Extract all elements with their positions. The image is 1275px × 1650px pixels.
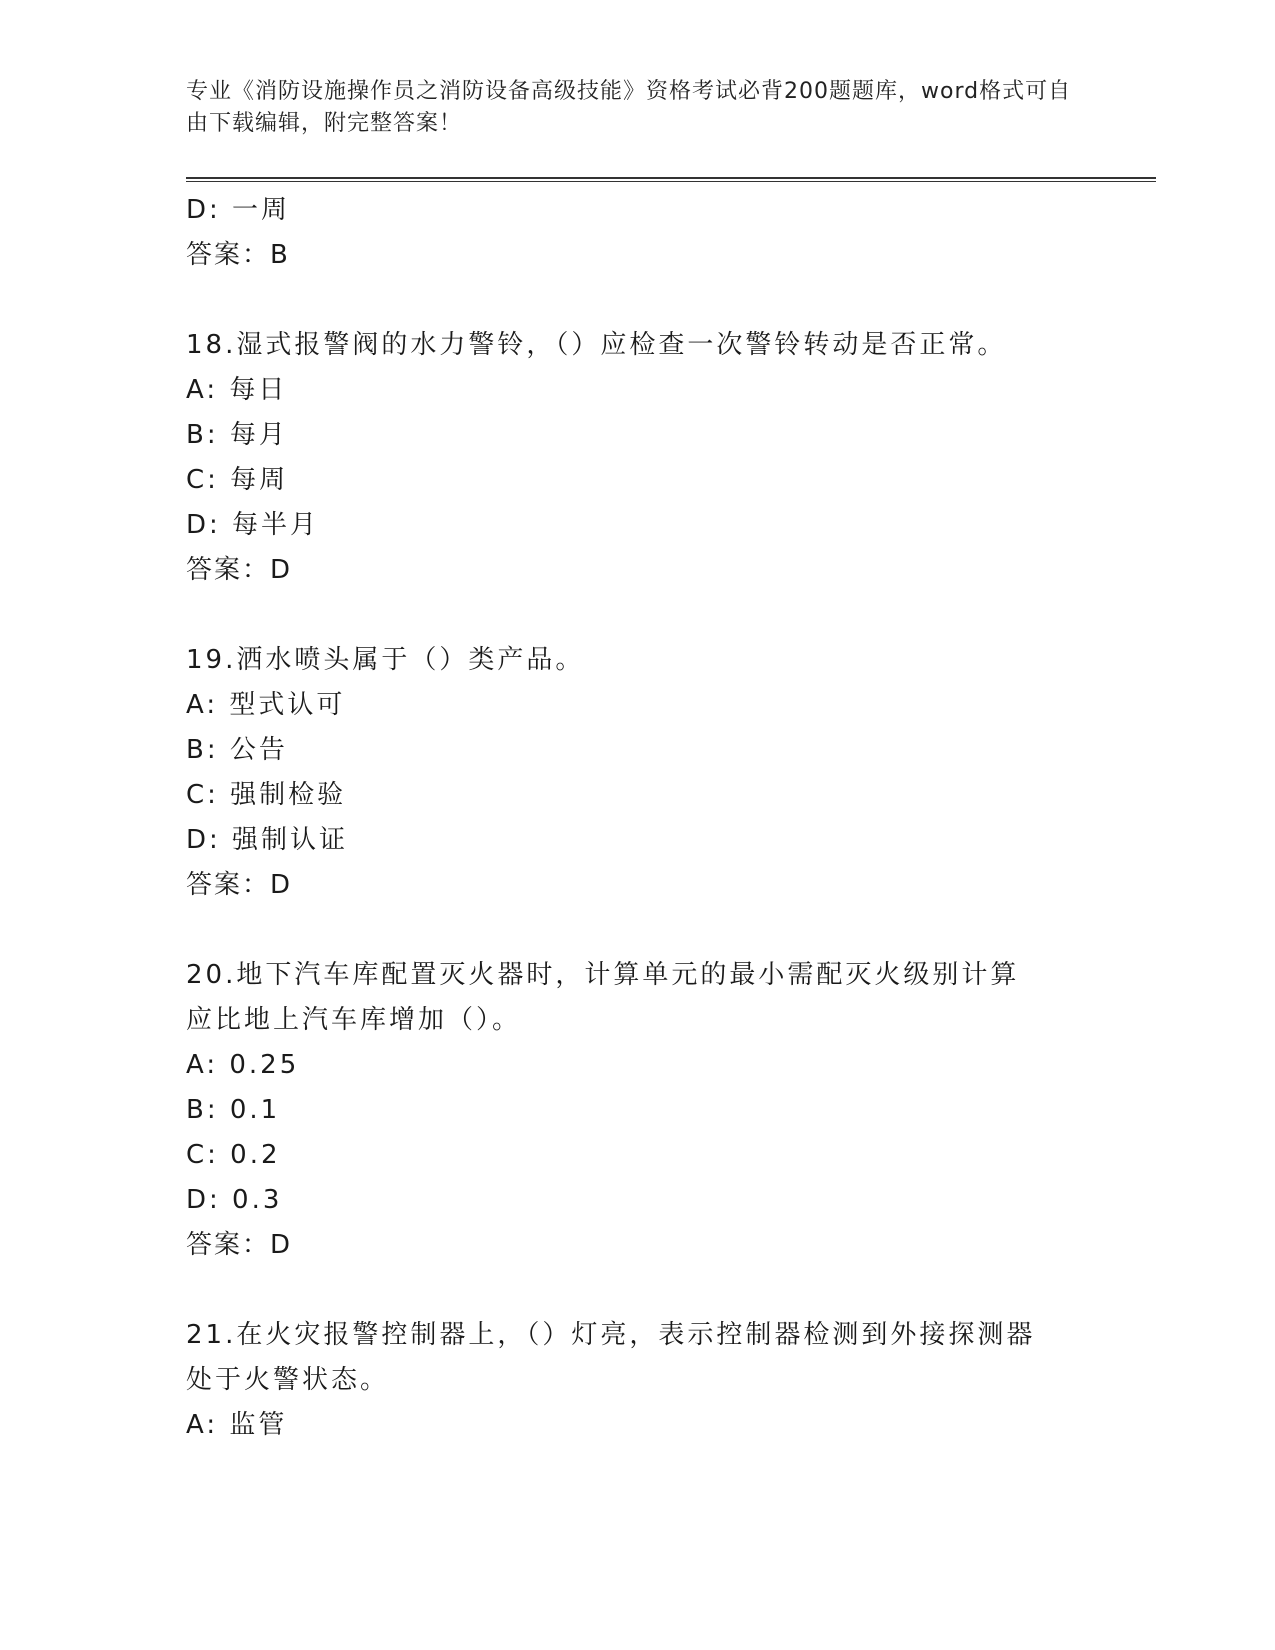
option-a: A: 每日: [186, 375, 288, 405]
option-d: D: 0.3: [186, 1185, 283, 1215]
question-20: [186, 953, 1086, 1268]
option-d: D: 每半月: [186, 510, 320, 540]
question-18: [186, 323, 1086, 593]
option-d: D: 强制认证: [186, 825, 349, 855]
answer-line: 答案：D: [186, 1230, 293, 1260]
option-d: D: 一周: [186, 195, 291, 225]
question-stem: 20.地下汽车库配置灭火器时，计算单元的最小需配灭火级别计算应比地上汽车库增加（）。: [186, 960, 1020, 1035]
question-19: [186, 638, 1086, 908]
answer-line: 答案：D: [186, 555, 293, 585]
header-divider: [186, 177, 1156, 182]
option-a: A: 型式认可: [186, 690, 346, 720]
option-b: B: 0.1: [186, 1095, 281, 1125]
option-b: B: 公告: [186, 735, 288, 765]
document-title: 专业《消防设施操作员之消防设备高级技能》资格考试必背200题题库，word格式可自由下载编辑，附完整答案！: [186, 79, 1072, 136]
option-b: B: 每月: [186, 420, 288, 450]
question-21: [186, 1313, 1086, 1448]
question-stem: 18.湿式报警阀的水力警铃，（）应检查一次警铃转动是否正常。: [186, 330, 1007, 360]
option-c: C: 0.2: [186, 1140, 281, 1170]
question-fragment: [186, 188, 1086, 278]
option-a: A: 0.25: [186, 1050, 300, 1080]
answer-line: 答案：B: [186, 240, 290, 270]
question-stem: 21.在火灾报警控制器上，（）灯亮，表示控制器检测到外接探测器处于火警状态。: [186, 1320, 1036, 1395]
option-c: C: 每周: [186, 465, 289, 495]
option-a: A: 监管: [186, 1410, 288, 1440]
option-c: C: 强制检验: [186, 780, 347, 810]
question-stem: 19.洒水喷头属于（）类产品。: [186, 645, 585, 675]
document-header: [186, 76, 1086, 140]
answer-line: 答案：D: [186, 870, 293, 900]
document-body: [186, 188, 1086, 1448]
